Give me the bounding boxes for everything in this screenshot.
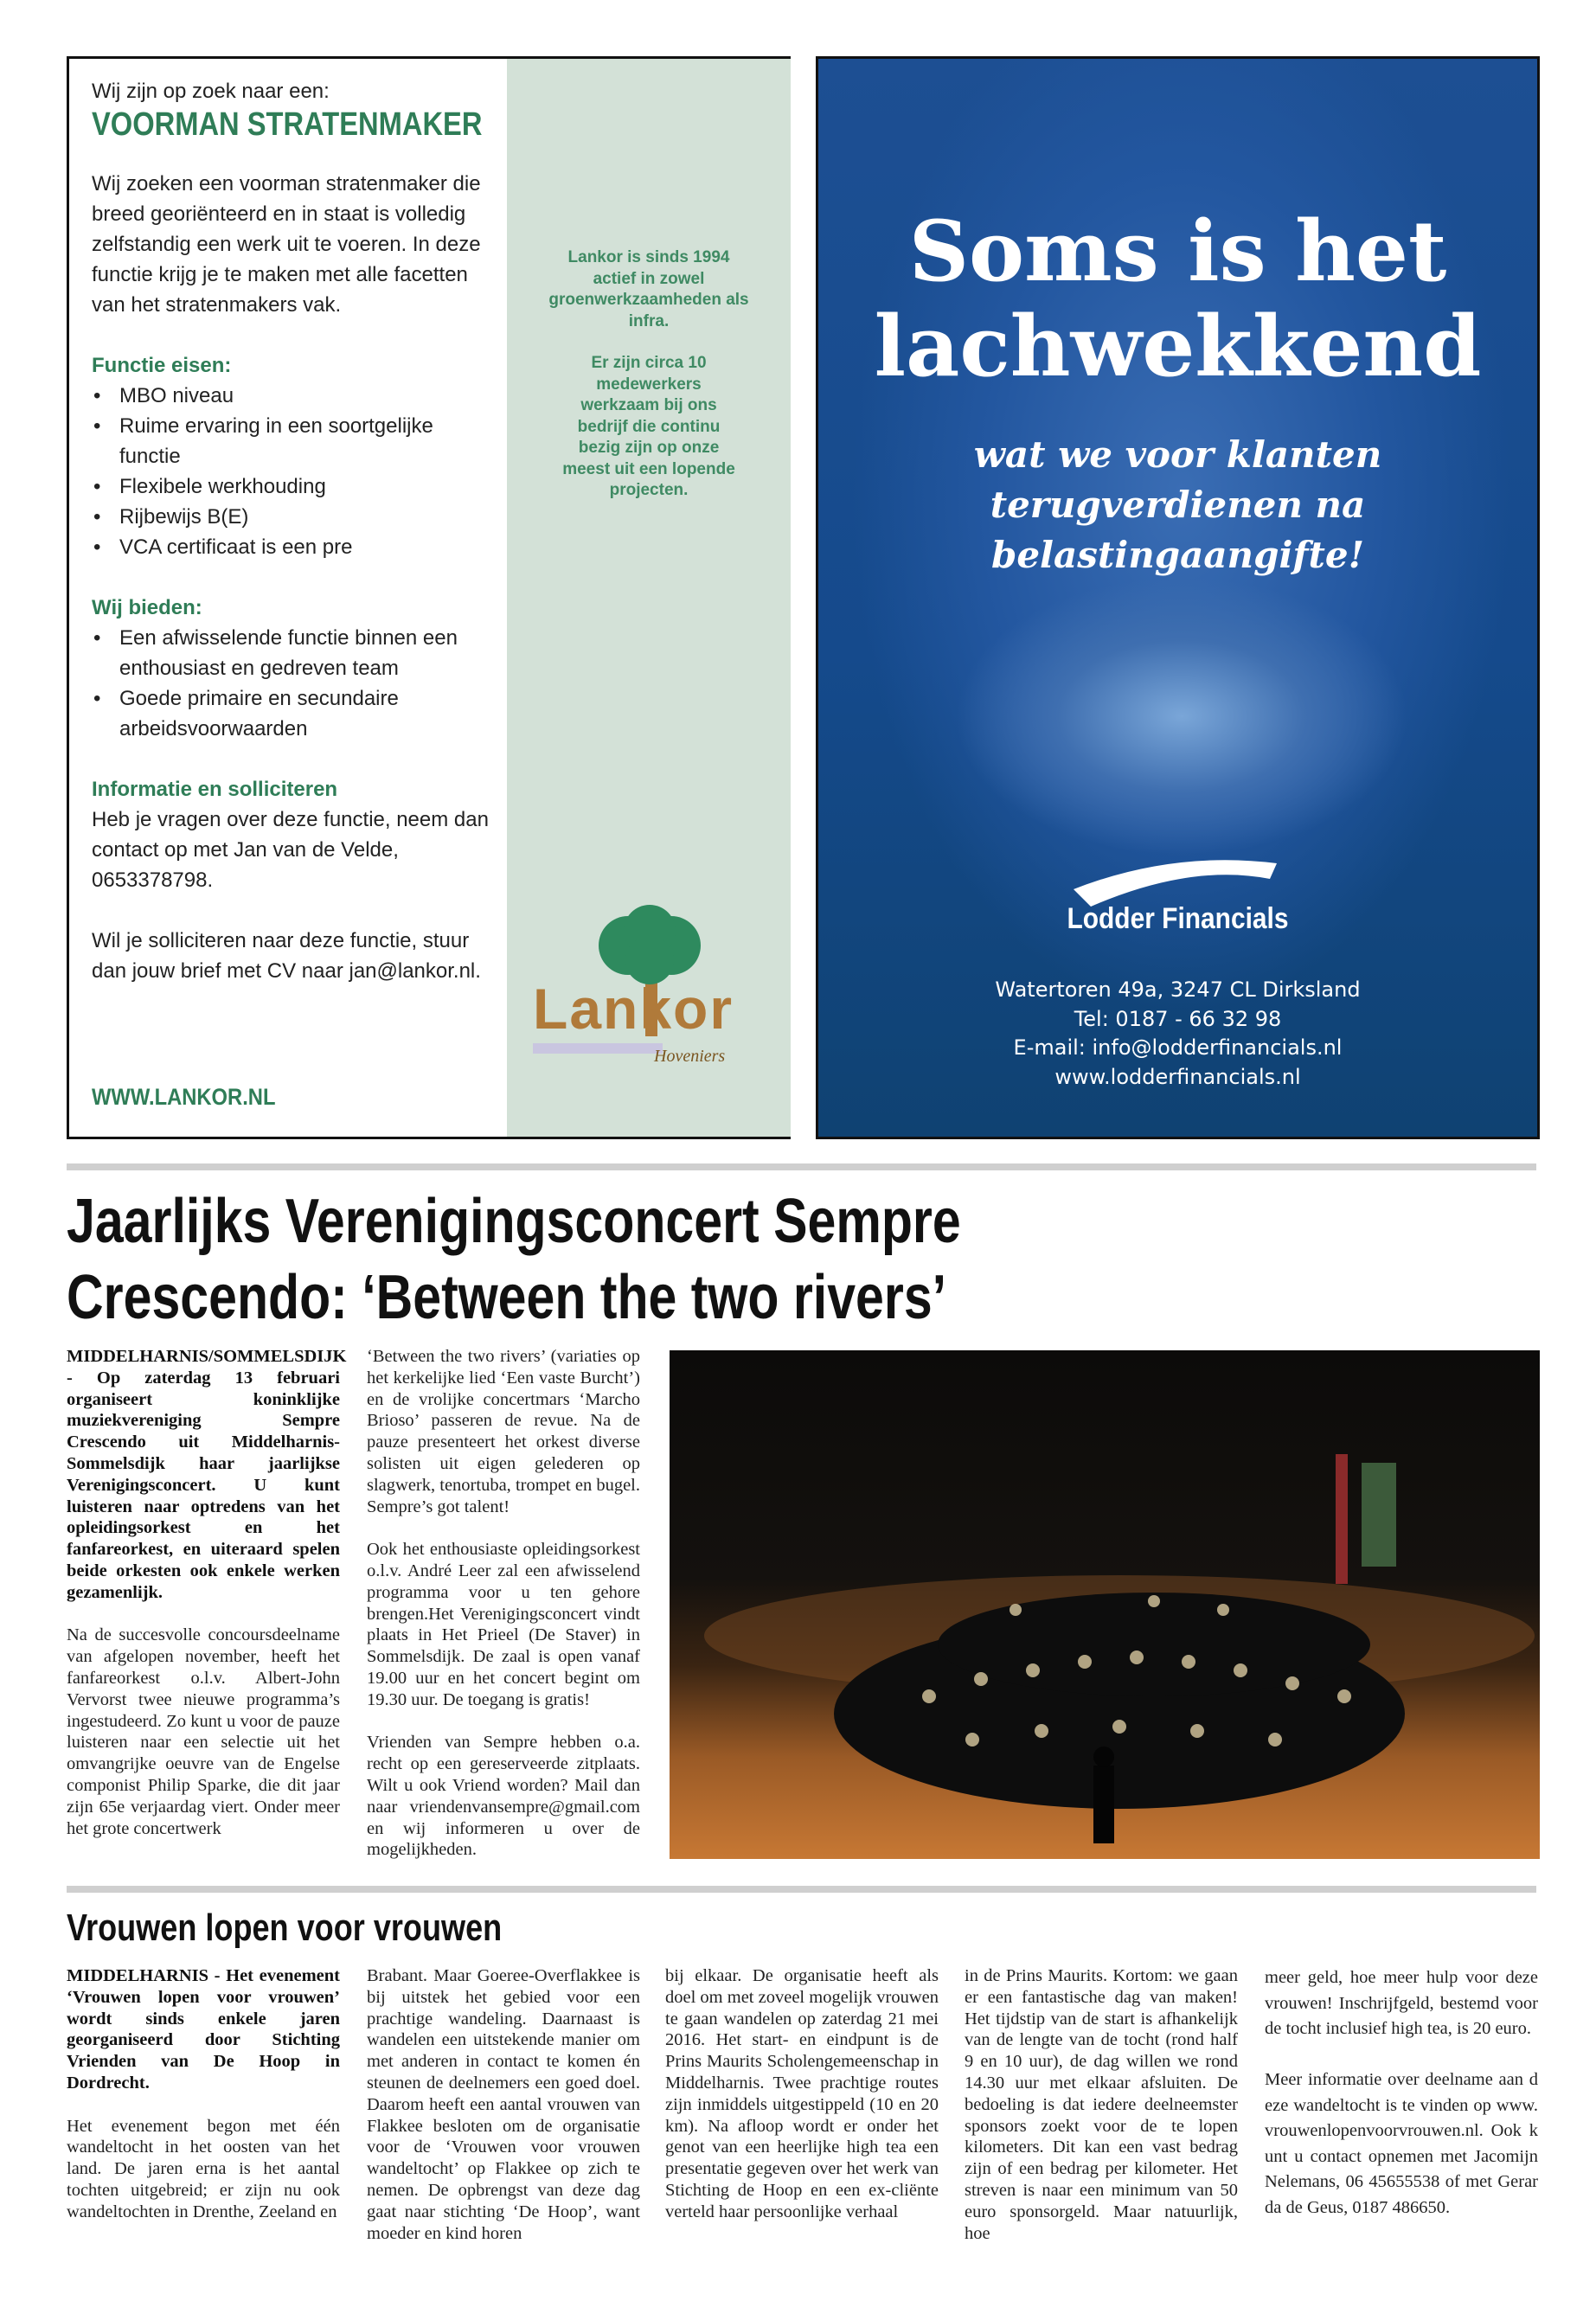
title-line: Crescendo: ‘Between the two rivers’ [67,1263,947,1332]
lankor-logo-word: Lankor [533,977,734,1041]
company-info-1: Lankor is sinds 1994 actief in zowel groenwerkzaamheden als infra. [548,248,749,330]
article-paragraph: Vrienden van Sempre hebben o.a. recht op een gereserveerde zitplaats. Wilt u ook Vriend worden? Mail dan naar vriendenvansempre@gmail.com en wij informeren u over de mogelijkheden. [367,1733,640,1860]
lankor-job-ad [67,56,791,1139]
contact-heading: Informatie en solliciteren [92,778,338,801]
offers-list [92,623,498,744]
orchestra-photo [670,1350,1540,1859]
orchestra-image [670,1350,1540,1859]
list-item: • Goede primaire en secundaire arbeidsvoorwaarden [92,683,498,744]
article-paragraph: Brabant. Maar Goeree-Overflakkee is bij uitstek het gebied voor een prachtige wandeling. Daarnaast is wandelen een uitstekende manier om met anderen in contact te komen én steunen de deelnemers een goed doel. Daarom heeft een aantal vrouwen van Flakkee besloten om de organisatie voor de ‘Vrouwen voor vrouwen wandeltocht’ op Flakkee op zich te nemen. De opbrengst van deze dag gaat naar stichting ‘De Hoop’, want moeder en kind horen [367,1966,640,2243]
list-item: • VCA certificaat is een pre [92,532,498,562]
company-info-2: Er zijn circa 10 medewerkers werkzaam bij ons bedrijf die continu bezig zijn op onze meest uit een lopende projecten. [562,354,735,499]
article-paragraph: bij elkaar. De organisatie heeft als doel om met zoveel mogelijk vrouwen te gaan wandelen op zaterdag 21 mei 2016. Het start- en eindpunt is de Prins Maurits Scholengemeenschap in Middelharnis. Twee prachtige routes zijn inmiddels uitgestippeld (10 en 20 km). Na afloop wordt er onder het genot van een heerlijke high tea een presentatie gegeven over het werk van Stichting de Hoop en een ex-cliënte verteld haar persoonlijke verhaal [665,1966,939,2221]
job-description: Wij zoeken een voorman stratenmaker die breed georiënteerd en in staat is volledig zelfstandig een werk uit te voeren. In deze functie krijg je te maken met alle facetten van het stratenmakers vak. [92,172,481,317]
article-column [665,1965,939,2223]
article-paragraph: Ook het enthousiaste opleidingsorkest o.l.v. André Leer zal een afwisselend programma voor u ten gehore brengen.Het Verenigingsconcert vindt plaats in Het Prieel (De Staver) in Sommelsdijk. De zaal is open vanaf 19.00 uur en het concert begint om 19.30 uur. De toegang is gratis! [367,1540,640,1709]
title-line: Jaarlijks Verenigingsconcert Sempre [67,1187,961,1256]
ad-sub-2: terugverdienen na [990,484,1366,526]
ad-headline-2: lachwekkend [874,298,1482,395]
apply-text: Wil je solliciteren naar deze functie, stuur dan jouw brief met CV naar jan@lankor.nl. [92,929,481,983]
article-paragraph: Na de succesvolle concoursdeelname van afgelopen november, heeft het fanfareorkest o.l.v. Albert-John Vervorst twee nieuwe programma’s ingestudeerd. Zo kunt u voor de pauze luisteren naar een selectie uit het omvangrijke oeuvre van de Engelse componist Philip Sparke, die dit jaar zijn 65e verjaardag viert. Onder meer het grote concertwerk [67,1625,340,1838]
ad-headline-1: Soms is het [908,202,1447,300]
list-item: • Een afwisselende functie binnen een enthousiast en gedreven team [92,623,498,683]
lankor-website-link[interactable]: WWW.LANKOR.NL [92,1084,276,1110]
list-item: • Ruime ervaring in een soortgelijke functie [92,411,498,471]
lankor-logo-sub: Hoveniers [654,1047,726,1066]
requirements-heading: Functie eisen: [92,354,232,377]
article-column [367,1965,640,2244]
ad-sub-1: wat we voor klanten [973,433,1382,476]
lodder-brand-name: Lodder Financials [1067,902,1289,935]
job-ad-text [92,76,498,986]
article-column [367,1346,640,1861]
article-paragraph: meer geld, hoe meer hulp voor deze vrouwen! Inschrijfgeld, bestemd voor de tocht inclusief high tea, is 20 euro. [1265,1968,1538,2038]
article-column [965,1965,1238,2244]
lodder-phone: Tel: 0187 - 66 32 98 [1074,1007,1282,1031]
article-column [67,1965,340,2223]
lodder-website[interactable]: www.lodderfinancials.nl [1054,1065,1301,1089]
lankor-info-panel [507,59,791,1137]
article-lead: MIDDELHARNIS - Het evenement ‘Vrouwen lopen voor vrouwen’ wordt sinds enkele jaren georganiseerd door Stichting Vrienden van De Hoop in Dordrecht. [67,1966,340,2093]
section-divider [67,1163,1536,1170]
list-item: • Rijbewijs B(E) [92,502,498,532]
list-item: • MBO niveau [92,381,498,411]
article-column [67,1346,347,1839]
article-title-walk: Vrouwen lopen voor vrouwen [67,1907,503,1949]
article-paragraph: Meer informatie over deelname aan deze wandeltocht is te vinden op www.vrouwenlopenvoorvrouwen.nl. Ook kunt u contact opnemen met Jacomijn Nelemans, 06 45655538 of met Gerarda de Geus, 0187 486650. [1265,2070,1538,2217]
article-column [1265,1965,1538,2221]
job-title: VOORMAN STRATENMAKER [92,106,483,143]
lodder-financials-ad [816,56,1540,1139]
section-divider [67,1886,1536,1893]
requirements-list [92,381,498,562]
lankor-logo [516,898,784,1106]
lodder-email[interactable]: E-mail: info@lodderfinancials.nl [1013,1035,1343,1060]
article-paragraph: in de Prins Maurits. Kortom: we gaan er een fantastische dag van maken! Het tijdstip van de start is afhankelijk van de lengte van de tocht (rond half 9 en 10 uur), de dag willen we rond 14.30 uur met elkaar afsluiten. De bedoeling is dat iedere deelneemster sponsors zoekt voor de te lopen kilometers. Dit kan een vast bedrag zijn of een bedrag per kilometer. Het streven is naar een minimum van 50 euro sponsorgeld. Maar natuurlijk, hoe [965,1966,1238,2243]
job-ad-intro: Wij zijn op zoek naar een: [92,80,330,103]
contact-text: Heb je vragen over deze functie, neem dan contact op met Jan van de Velde, 0653378798. [92,808,489,892]
article-paragraph: ‘Between the two rivers’ (variaties op het kerkelijke lied ‘Een vaste Burcht’) en de vrolijke concertmars ‘Marcho Brioso’ passeren de revue. Na de pauze presenteert het orkest diverse solisten uit eigen gelederen op slagwerk, tenortuba, trompet en bugel. Sempre’s got talent! [367,1347,640,1516]
lodder-address: Watertoren 49a, 3247 CL Dirksland [995,977,1361,1002]
lodder-swoosh-icon [1069,855,1285,907]
article-lead: MIDDELHARNIS/SOMMELSDIJK - Op zaterdag 13 februari organiseert koninklijke muziekvereniging Sempre Crescendo uit Middelharnis-Sommelsdijk haar jaarlijkse Verenigingsconcert. U kunt luisteren naar optredens van het opleidingsorkest en het fanfareorkest, en uiteraard spelen beide orkesten ook enkele werken gezamenlijk. [67,1347,347,1602]
ad-sub-3: belastingaangifte! [990,534,1365,576]
article-paragraph: Het evenement begon met één wandeltocht in het oosten van het land. De jaren erna is het aantal tochten uitgebreid; er zijn nu ook wandeltochten in Drenthe, Zeeland en [67,2116,340,2221]
article-title-concert [67,1183,961,1336]
offer-heading: Wij bieden: [92,596,202,619]
list-item: • Flexibele werkhouding [92,471,498,502]
